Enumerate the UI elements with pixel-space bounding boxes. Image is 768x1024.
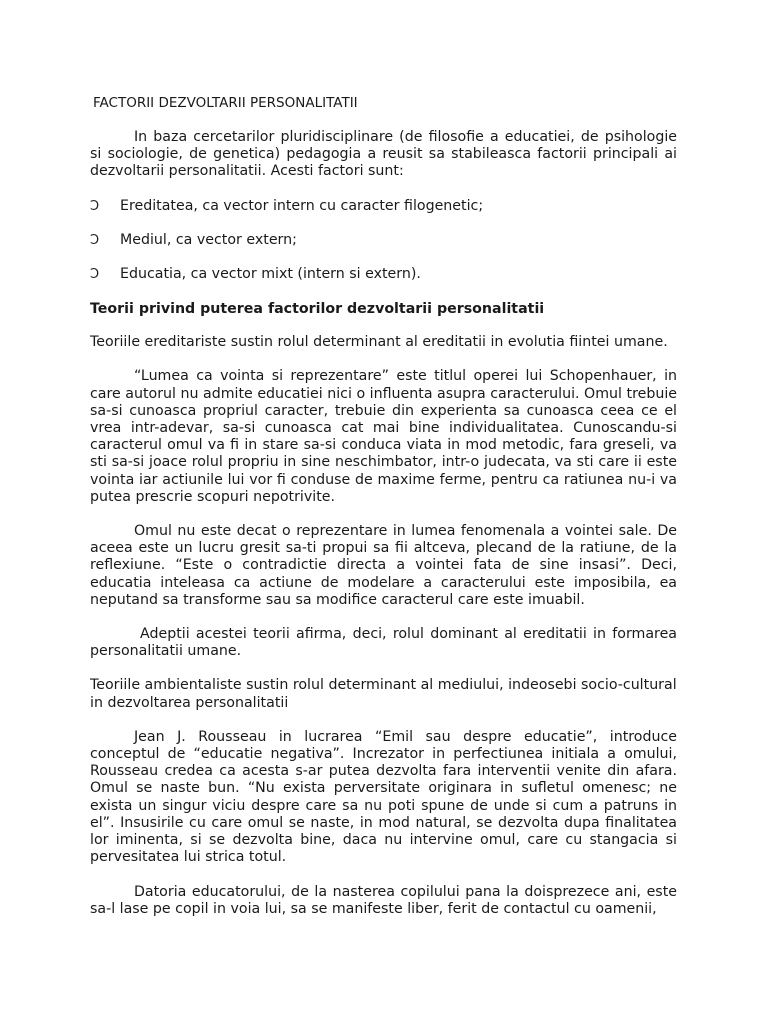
- paragraph-reprezentare: Omul nu este decat o reprezentare in lumea fenomenala a vointei sale. De aceea este un lucru gresit sa-ti propui sa fii altceva, plecand de la ratiune, de la reflexiune. “Este o contradictie directa a vointei fata de sine insasi”. Deci, educatia inteleasa ca actiune de modelare a caracterului este imposibila, ea neputand sa transforme sau sa modifice caracterul care este imuabil.: [90, 523, 677, 608]
- paragraph-schopenhauer: “Lumea ca vointa si reprezentare” este titlul operei lui Schopenhauer, in care autorul nu admite educatiei nici o influenta asupra caracterului. Omul trebuie sa-si cunoasca propriul caracter, trebuie din experienta sa cunoasca ceea ce el vrea intr-adevar, sa-si cunoasca cat mai bine individualitatea. Cunoscandu-si caracterul omul va fi in stare sa-si conduca viata in mod metodic, fara greseli, va sti sa-si joace rolul propriu in sine neschimbator, intr-o judecata, va sti care ii este vointa iar actiunile lui vor fi conduse de maxime ferme, pentru ca ratiunea nu-i va putea prescrie scopuri nepotrivite.: [90, 368, 677, 505]
- bullet-icon: Ↄ: [90, 267, 100, 283]
- paragraph-ereditariste: Teoriile ereditariste sustin rolul determinant al ereditatii in evolutia fiintei umane.: [90, 334, 668, 351]
- factors-list: [90, 198, 677, 284]
- document-page: [90, 94, 677, 935]
- document-title: FACTORII DEZVOLTARII PERSONALITATII: [93, 95, 358, 111]
- paragraph-ambientaliste: Teoriile ambientaliste sustin rolul determinant al mediului, indeosebi socio-cultural in dezvoltarea personalitatii: [90, 677, 677, 711]
- list-item-text: Mediul, ca vector extern;: [120, 231, 297, 248]
- bullet-icon: Ↄ: [90, 198, 100, 214]
- list-item: [90, 266, 677, 283]
- list-item: [90, 198, 677, 215]
- paragraph-rousseau: Jean J. Rousseau in lucrarea “Emil sau despre educatie”, introduce conceptul de “educatie negativa”. Increzator in perfectiunea initiala a omului, Rousseau credea ca acesta s-ar putea dezvolta fara interventii venite din afara. Omul se naste bun. “Nu exista perversitate originara in sufletul omenesc; ne exista un singur viciu despre care sa nu poti spune de unde si cum a patruns in el”. Insusirile cu care omul se naste, in mod natural, se dezvolta dupa finalitatea lor iminenta, si se dezvolta bine, daca nu intervine omul, care cu stangacia si pervesitatea lui strica totul.: [90, 728, 677, 866]
- intro-paragraph: In baza cercetarilor pluridisciplinare (de filosofie a educatiei, de psihologie si sociologie, de genetica) pedagogia a reusit sa stabileasca factorii principali ai dezvoltarii personalitatii. Acesti factori sunt:: [90, 129, 677, 180]
- list-item: [90, 232, 677, 249]
- list-item-text: Ereditatea, ca vector intern cu caracter filogenetic;: [120, 197, 484, 214]
- list-item-text: Educatia, ca vector mixt (intern si extern).: [120, 266, 421, 283]
- bullet-icon: Ↄ: [90, 232, 100, 248]
- paragraph-datoria: Datoria educatorului, de la nasterea copilului pana la doisprezece ani, este sa-l lase pe copil in voia lui, sa se manifeste liber, ferit de contactul cu oamenii,: [90, 883, 677, 917]
- section-heading: Teorii privind puterea factorilor dezvoltarii personalitatii: [90, 301, 545, 318]
- paragraph-adeptii: Adeptii acestei teorii afirma, deci, rolul dominant al ereditatii in formarea personalitatii umane.: [90, 626, 677, 660]
